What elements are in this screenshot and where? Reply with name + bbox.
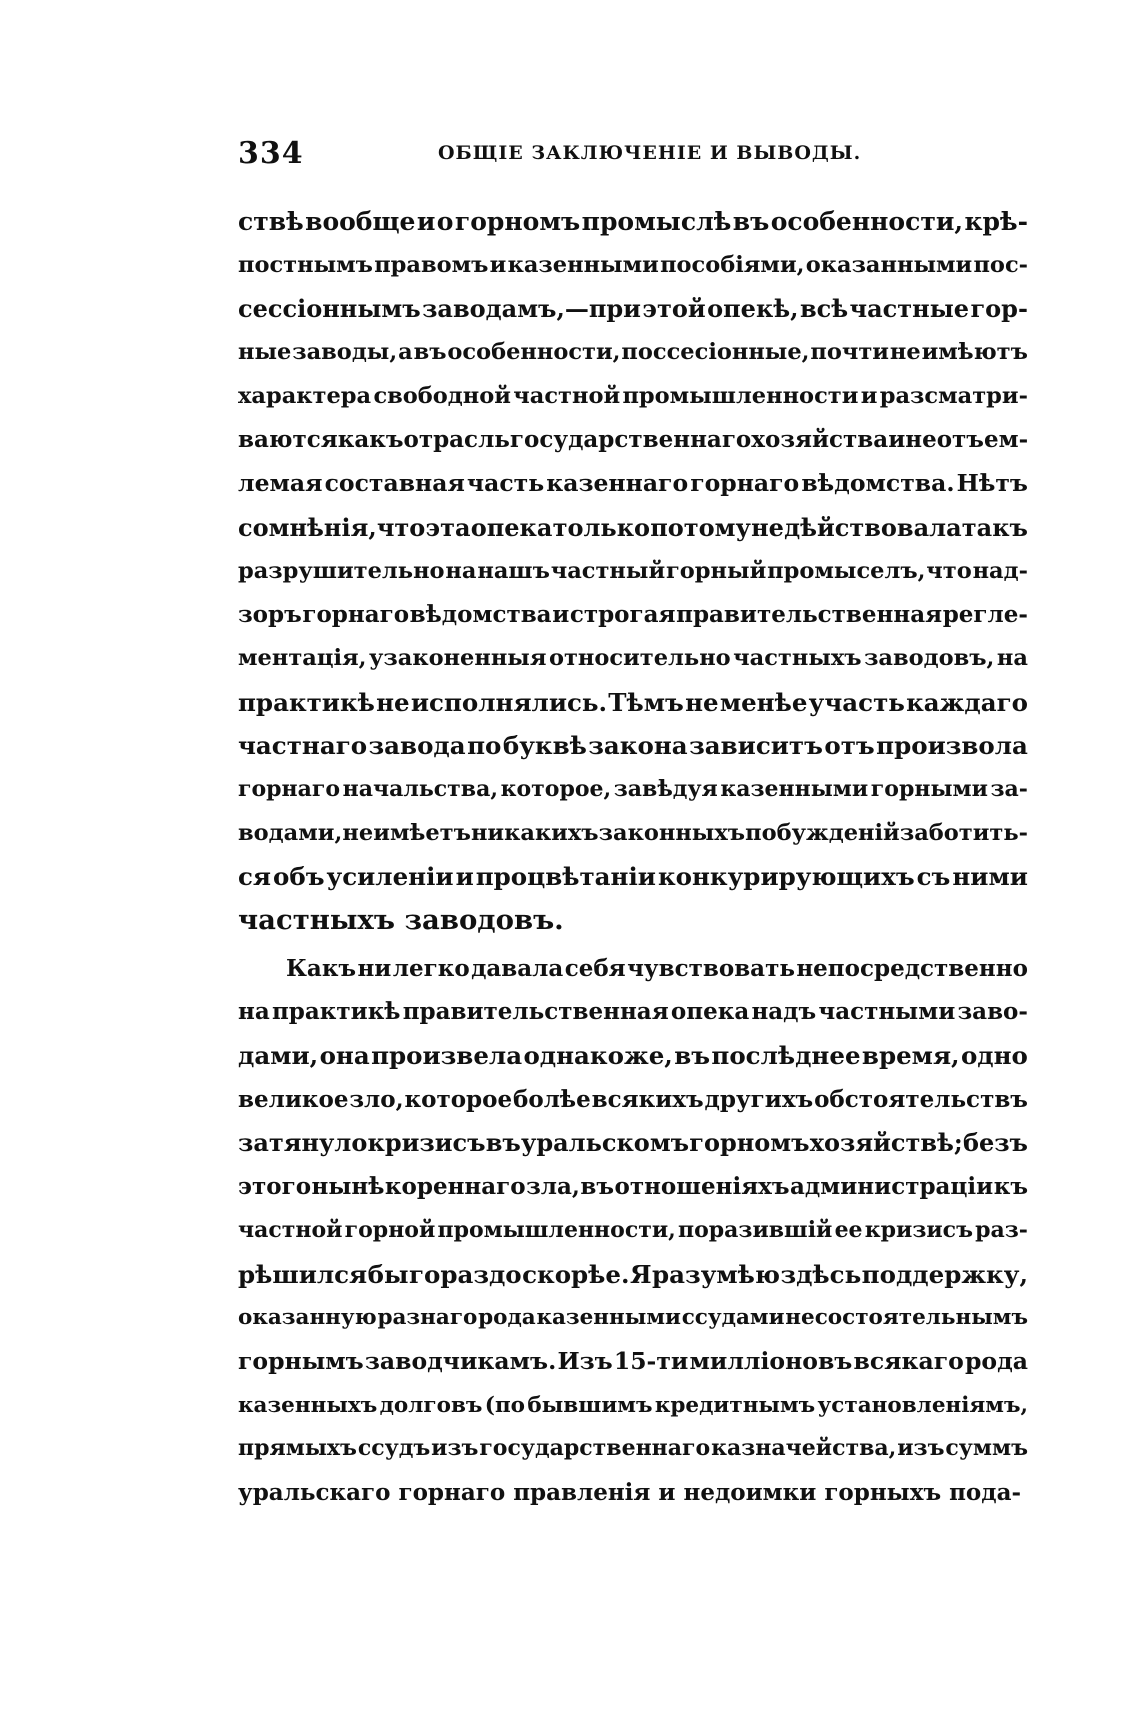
paragraph	[238, 947, 1028, 1515]
text-line: частной горной промышленности, поразившій ее кризисъ раз-	[238, 1216, 1028, 1243]
text-line: частныхъ заводовъ.	[238, 904, 564, 936]
page-number: 334	[238, 136, 304, 171]
running-head: ОБЩІЕ ЗАКЛЮЧЕНІЕ И ВЫВОДЫ.	[438, 142, 862, 164]
text-line: водами, не имѣетъ никакихъ законныхъ побужденій заботить-	[238, 819, 1028, 846]
text-line: ствѣ вообще и о горномъ промыслѣ въ особенности, крѣ-	[238, 207, 1028, 236]
text-line: лемая составная часть казеннаго горнаго вѣдомства. Нѣтъ	[238, 469, 1028, 498]
text-line: этого нынѣ кореннаго зла, въ отношеніяхъ администраціи къ	[238, 1173, 1028, 1201]
text-line: частнаго завода по буквѣ закона зависитъ отъ произвола	[238, 731, 1028, 761]
text-line: ные заводы, а въ особенности, поссесіонные, почти не имѣютъ	[238, 339, 1028, 366]
text-line: сомнѣнія, что эта опека только потому не дѣйствовала такъ	[238, 512, 1028, 542]
text-line: Какъ ни легко давала себя чувствовать непосредственно	[286, 954, 1028, 982]
text-line: ментація, узаконенныя относительно частныхъ заводовъ, на	[238, 644, 1028, 671]
text-line: ся объ усиленіи и процвѣтаніи конкурирующихъ съ ними	[238, 862, 1028, 892]
text-line: зоръ горнаго вѣдомства и строгая правительственная регле-	[238, 601, 1028, 629]
text-line: постнымъ правомъ и казенными пособіями, оказанными пос-	[238, 251, 1028, 278]
paragraph	[238, 200, 1028, 943]
text-line: рѣшился бы гораздо скорѣе. Я разумѣю здѣсь поддержку,	[238, 1259, 1028, 1289]
text-line: горнымъ заводчикамъ. Изъ 15-ти милліоновъ всякаго рода	[238, 1346, 1028, 1375]
text-line: оказанную разнаго рода казенными ссудами несостоятельнымъ	[238, 1305, 1028, 1331]
text-line: затянуло кризисъ въ уральскомъ горномъ хозяйствѣ; безъ	[238, 1128, 1028, 1158]
text-line: разрушительно на нашъ частный горный промыселъ, что над-	[238, 557, 1028, 584]
text-line: прямыхъ ссудъ изъ государственнаго казначейства, изъ суммъ	[238, 1435, 1028, 1462]
text-line: уральскаго горнаго правленія и недоимки горныхъ пода-	[238, 1478, 1022, 1506]
text-line: характера свободной частной промышленности и разсматри-	[238, 382, 1028, 409]
text-line: казенныхъ долговъ (по бывшимъ кредитнымъ установленіямъ,	[238, 1392, 1028, 1418]
text-line: ваются какъ отрасль государственнаго хозяйства и неотъем-	[238, 426, 1029, 454]
text-line: на практикѣ правительственная опека надъ частными заво-	[238, 998, 1028, 1026]
page-header	[238, 136, 1028, 176]
text-line: великое зло, которое болѣе всякихъ другихъ обстоятельствъ	[238, 1085, 1028, 1113]
text-line: сессіоннымъ заводамъ,—при этой опекѣ, всѣ частные гор-	[238, 294, 1028, 324]
text-line: дами, она произвела однакоже, въ послѣднее время, одно	[238, 1041, 1028, 1071]
text-line: горнаго начальства, которое, завѣдуя казенными горными за-	[238, 775, 1028, 802]
text-line: практикѣ не исполнялись. Тѣмъ не менѣе участь каждаго	[238, 687, 1028, 717]
body-text	[238, 200, 1028, 1515]
